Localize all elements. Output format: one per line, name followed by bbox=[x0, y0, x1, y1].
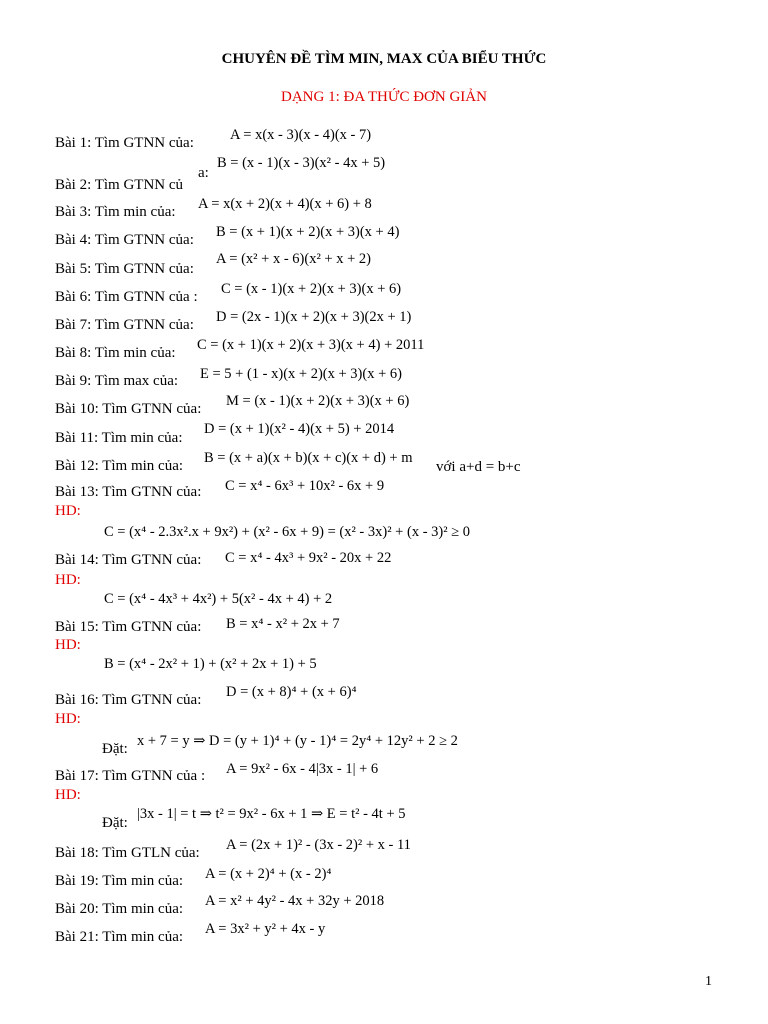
problem-expression: A = x(x + 2)(x + 4)(x + 6) + 8 bbox=[198, 196, 372, 212]
problem-label: Bài 7: Tìm GTNN của: bbox=[55, 317, 194, 333]
problem-label: Bài 1: Tìm GTNN của: bbox=[55, 135, 194, 151]
problem-expression: A = (x + 2)⁴ + (x - 2)⁴ bbox=[205, 866, 332, 882]
problem-label: Bài 12: Tìm min của: bbox=[55, 458, 184, 474]
problem-expression: E = 5 + (1 - x)(x + 2)(x + 3)(x + 6) bbox=[200, 366, 402, 382]
problem-label: Bài 14: Tìm GTNN của: bbox=[55, 552, 202, 568]
document-title: CHUYÊN ĐỀ TÌM MIN, MAX CỦA BIỂU THỨC bbox=[221, 51, 547, 67]
problem-label: Bài 15: Tìm GTNN của: bbox=[55, 619, 202, 635]
problem-label: Bài 9: Tìm max của: bbox=[55, 373, 179, 389]
problem-label: Bài 8: Tìm min của: bbox=[55, 345, 176, 361]
page-number: 1 bbox=[705, 974, 712, 989]
problem-label: Bài 5: Tìm GTNN của: bbox=[55, 261, 194, 277]
problem-label: Bài 2: Tìm GTNN củ bbox=[55, 177, 184, 193]
hint-label: HD: bbox=[55, 787, 81, 803]
problem-expression: C = x⁴ - 4x³ + 9x² - 20x + 22 bbox=[225, 550, 392, 566]
problem-expression: A = 3x² + y² + 4x - y bbox=[205, 921, 326, 937]
problem-expression: B = (x + a)(x + b)(x + c)(x + d) + m bbox=[204, 450, 413, 466]
hint-expression: x + 7 = y ⇒ D = (y + 1)⁴ + (y - 1)⁴ = 2y⁴ + 12y² + 2 ≥ 2 bbox=[137, 733, 458, 749]
hint-expression: C = (x⁴ - 4x³ + 4x²) + 5(x² - 4x + 4) + 2 bbox=[104, 591, 333, 607]
problem-expression: A = x(x - 3)(x - 4)(x - 7) bbox=[230, 127, 372, 143]
problem-label: Bài 13: Tìm GTNN của: bbox=[55, 484, 202, 500]
problem-label-tail: a: bbox=[198, 165, 209, 181]
problem-label: Bài 17: Tìm GTNN của : bbox=[55, 768, 206, 784]
hint-label: HD: bbox=[55, 637, 81, 653]
hint-expression: B = (x⁴ - 2x² + 1) + (x² + 2x + 1) + 5 bbox=[104, 656, 317, 672]
problem-label: Bài 4: Tìm GTNN của: bbox=[55, 232, 194, 248]
problem-expression: C = (x + 1)(x + 2)(x + 3)(x + 4) + 2011 bbox=[197, 337, 425, 353]
problem-expression: C = (x - 1)(x + 2)(x + 3)(x + 6) bbox=[221, 281, 402, 297]
problem-label: Bài 19: Tìm min của: bbox=[55, 873, 184, 889]
problem-expression: B = (x - 1)(x - 3)(x² - 4x + 5) bbox=[217, 155, 386, 171]
hint-expression: C = (x⁴ - 2.3x².x + 9x²) + (x² - 6x + 9) = (x² - 3x)² + (x - 3)² ≥ 0 bbox=[104, 524, 471, 540]
section-subtitle: DẠNG 1: ĐA THỨC ĐƠN GIẢN bbox=[281, 89, 487, 105]
problem-label: Bài 16: Tìm GTNN của: bbox=[55, 692, 202, 708]
problem-expression: C = x⁴ - 6x³ + 10x² - 6x + 9 bbox=[225, 478, 385, 494]
problem-expression: B = (x + 1)(x + 2)(x + 3)(x + 4) bbox=[216, 224, 400, 240]
problem-expression: M = (x - 1)(x + 2)(x + 3)(x + 6) bbox=[226, 393, 410, 409]
problem-expression: A = (2x + 1)² - (3x - 2)² + x - 11 bbox=[226, 837, 411, 853]
hint-label: HD: bbox=[55, 711, 81, 727]
problem-expression: A = x² + 4y² - 4x + 32y + 2018 bbox=[205, 893, 385, 909]
problem-expression: D = (x + 1)(x² - 4)(x + 5) + 2014 bbox=[204, 421, 395, 437]
hint-label: HD: bbox=[55, 572, 81, 588]
problem-expression: B = x⁴ - x² + 2x + 7 bbox=[226, 616, 340, 632]
problem-label: Bài 3: Tìm min của: bbox=[55, 204, 176, 220]
problem-label: Bài 21: Tìm min của: bbox=[55, 929, 184, 945]
problem-label: Bài 20: Tìm min của: bbox=[55, 901, 184, 917]
hint-expression: |3x - 1| = t ⇒ t² = 9x² - 6x + 1 ⇒ E = t² - 4t + 5 bbox=[137, 806, 406, 822]
problem-expression: D = (2x - 1)(x + 2)(x + 3)(2x + 1) bbox=[216, 309, 412, 325]
problem-label: Bài 11: Tìm min của: bbox=[55, 430, 183, 446]
substitution-label: Đặt: bbox=[102, 815, 128, 831]
problem-note: với a+d = b+c bbox=[436, 459, 521, 475]
substitution-label: Đặt: bbox=[102, 741, 128, 757]
problem-label: Bài 10: Tìm GTNN của: bbox=[55, 401, 202, 417]
hint-label: HD: bbox=[55, 503, 81, 519]
problem-expression: A = 9x² - 6x - 4|3x - 1| + 6 bbox=[226, 761, 379, 777]
problem-expression: A = (x² + x - 6)(x² + x + 2) bbox=[216, 251, 371, 267]
problem-expression: D = (x + 8)⁴ + (x + 6)⁴ bbox=[226, 684, 357, 700]
problem-label: Bài 18: Tìm GTLN của: bbox=[55, 845, 200, 861]
problem-label: Bài 6: Tìm GTNN của : bbox=[55, 289, 198, 305]
